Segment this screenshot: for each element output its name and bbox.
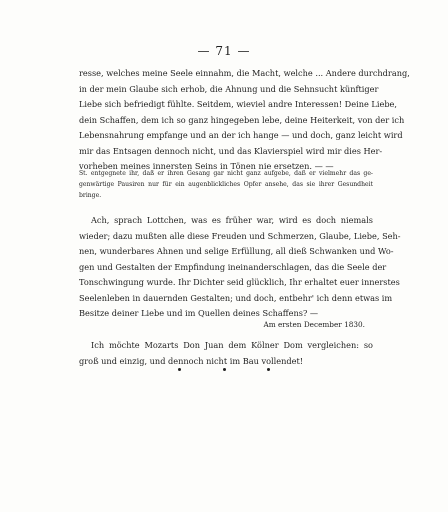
divider-dot (178, 368, 181, 371)
text-line: Tonschwingung wurde. Ihr Dichter seid glücklich, Ihr erhaltet euer innerstes (79, 277, 400, 287)
page-number-header: — 71 — (197, 44, 251, 58)
text-line: resse, welches meine Seele einnahm, die Macht, welche ... Andere durchdrang, (79, 68, 410, 78)
text-line: Lebensnahrung empfange und an der ich hange — und doch, ganz leicht wird (79, 130, 403, 140)
paragraph-lottchen (79, 213, 401, 322)
date-line: Am ersten December 1830. (263, 320, 365, 329)
text-line: vorheben meines innersten Seins in Tönen nie ersetzen. — — (79, 161, 334, 171)
text-line: Besitze deiner Liebe und im Quellen deines Schaffens? — (79, 308, 319, 318)
section-divider (0, 368, 448, 378)
paragraph-continued (79, 66, 410, 175)
footnote (79, 168, 373, 201)
footnote-line: bringe. (79, 192, 102, 199)
footnote-line: St. entgegnete ihr, daß er ihren Gesang gar nicht ganz aufgebe, daß er vielmehr das ge- (79, 170, 373, 177)
text-line: Seelenleben in dauernden Gestalten; und doch, entbehr' ich denn etwas im (79, 292, 393, 303)
divider-dot (223, 368, 226, 371)
text-line: groß und einzig, und dennoch nicht im Bau vollendet! (79, 355, 304, 366)
text-line: Liebe sich befriedigt fühlte. Seitdem, wieviel andre Interessen! Deine Liebe, (79, 99, 398, 109)
text-line: nen, wunderbares Ahnen und selige Erfüllung, all dieß Schwanken und Wo- (79, 246, 394, 256)
footnote-line: genwärtige Pausiren nur für ein augenblickliches Opfer ansehe, das sie ihrer Gesundheit (79, 181, 373, 188)
text-line: gen und Gestalten der Empfindung ineinanderschlagen, das die Seele der (79, 261, 387, 272)
text-line: Ach, sprach Lottchen, was es früher war, wird es doch niemals (91, 215, 373, 225)
paragraph-mozart (79, 338, 373, 369)
divider-dot (267, 368, 270, 371)
text-line: wieder; dazu mußten alle diese Freuden und Schmerzen, Glaube, Liebe, Seh- (79, 230, 401, 241)
text-line: mir das Entsagen dennoch nicht, und das Klavierspiel wird mir dies Her- (79, 145, 383, 156)
text-line: dein Schaffen, dem ich so ganz hingegeben lebe, deine Heiterkeit, von der ich (79, 114, 405, 125)
text-line: in der mein Glaube sich erhob, die Ahnung und die Sehnsucht künftiger (79, 83, 379, 94)
text-line: Ich möchte Mozarts Don Juan dem Kölner Dom vergleichen: so (91, 340, 373, 350)
